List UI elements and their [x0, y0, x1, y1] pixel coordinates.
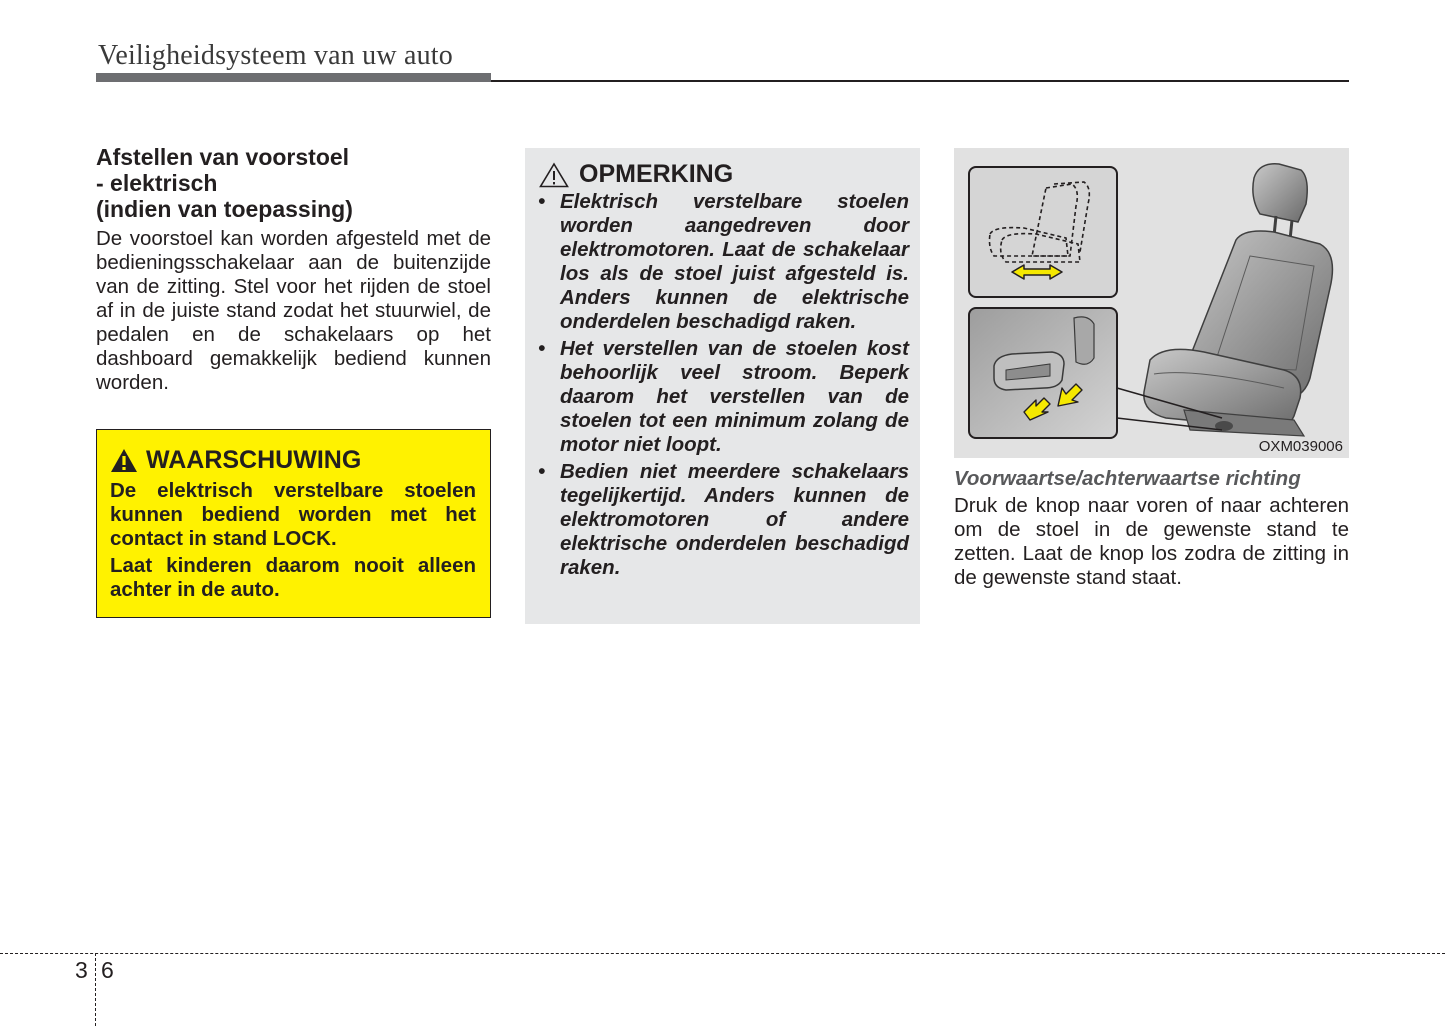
section-heading-line: Afstellen van voorstoel: [96, 144, 350, 170]
page-number: 6: [101, 957, 114, 983]
section-body: De voorstoel kan worden afgesteld met de bedieningsschakelaar aan de buitenzijde van de zitting. Stel voor het rijden de stoel af in de juiste stand zodat het stuurwiel, de pedalen en de schakelaars op het dashboard gemakkelijk bediend kunnen worden.: [96, 227, 491, 394]
warning-title: [110, 446, 476, 475]
column-left: [96, 144, 491, 395]
warning-box: [96, 429, 491, 618]
note-item-text: Het verstellen van de stoelen kost behoorlijk veel stroom. Beperk daarom het verstellen van de stoelen tot een minimum zolang de motor niet loopt.: [560, 337, 909, 456]
list-item: [536, 337, 909, 457]
seat-illustration: [954, 148, 1349, 458]
header-rule: [491, 80, 1349, 82]
warning-paragraph: Laat kinderen daarom nooit alleen achter in de auto.: [110, 554, 476, 601]
footer-dashed-divider: [95, 953, 96, 1026]
warning-title-text: WAARSCHUWING: [146, 446, 362, 474]
note-list: [536, 190, 909, 580]
list-item: [536, 190, 909, 334]
note-title-text: OPMERKING: [579, 160, 734, 188]
warning-paragraph: De elektrisch verstelbare stoelen kunnen bediend worden met het contact in stand LOCK.: [110, 479, 476, 550]
running-header-title: Veiligheidsysteem van uw auto: [98, 40, 453, 71]
note-box: [525, 148, 920, 624]
seat-adjustment-figure: [954, 148, 1349, 458]
note-item-text: Elektrisch verstelbare stoelen worden aangedreven door elektromotoren. Laat de schakelaar los als de stoel juist afgesteld is. Anders kunnen de elektrische onderdelen beschadigd raken.: [560, 190, 909, 333]
list-item: [536, 460, 909, 580]
page-chapter: 3: [75, 957, 88, 983]
figure-code: OXM039006: [1258, 438, 1343, 455]
seat-drawing: [1144, 164, 1333, 436]
inset-seat-positions: [969, 167, 1117, 297]
figure-caption: Voorwaartse/achterwaartse richting: [954, 467, 1301, 490]
column-right: [954, 467, 1349, 590]
section-heading-line: (indien van toepassing): [96, 196, 353, 222]
section-heading: [96, 144, 491, 222]
bullet: •: [538, 337, 546, 360]
note-item-text: Bedien niet meerdere schakelaars tegelijkertijd. Anders kunnen de elektromotoren of andere elektrische onderdelen beschadigd raken.: [560, 460, 909, 579]
warning-triangle-icon: [110, 448, 138, 473]
note-title: [539, 160, 909, 189]
section-heading-line: - elektrisch: [96, 170, 218, 196]
caution-triangle-icon: [539, 162, 569, 188]
bullet: •: [538, 190, 546, 213]
bullet: •: [538, 460, 546, 483]
figure-body: Druk de knop naar voren of naar achteren om de stoel in de gewenste stand te zetten. Laat de knop los zodra de zitting in de gewenste stand staat.: [954, 494, 1349, 589]
header-accent-bar: [96, 73, 491, 82]
footer-dashed-rule: [0, 953, 1445, 954]
